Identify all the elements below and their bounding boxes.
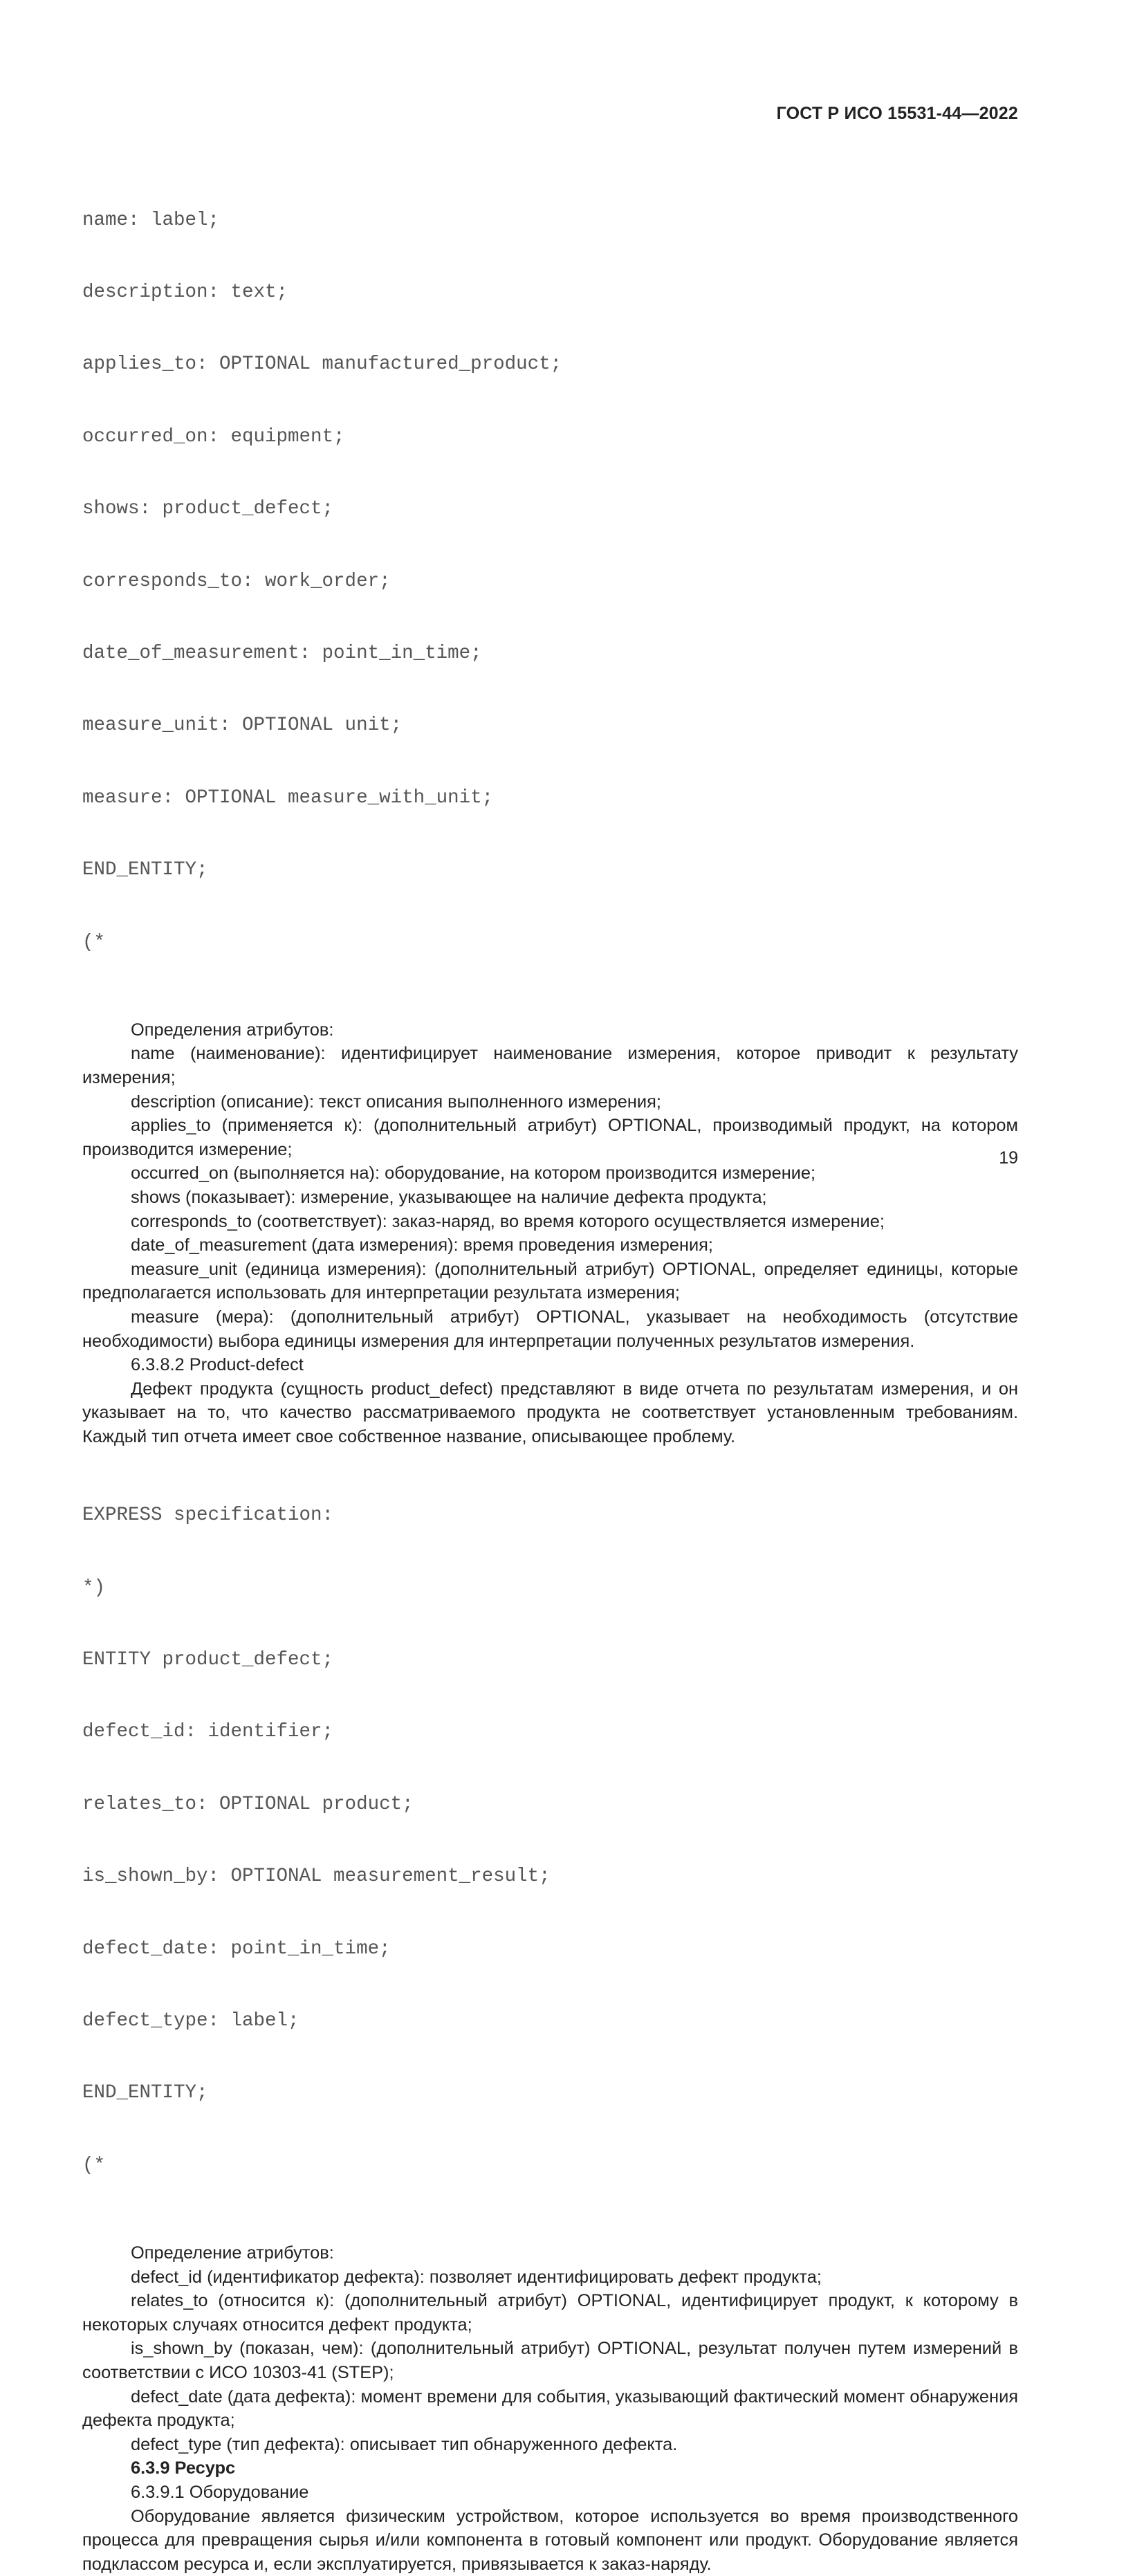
code-line: ENTITY product_defect; <box>82 1648 334 1671</box>
attribute-definition: is_shown_by (показан, чем): (дополнительный атрибут) OPTIONAL, результат получен путем измерений в соответствии с ИСО 10303-41 (STEP); <box>82 2339 1018 2383</box>
paragraph: Оборудование является физическим устройством, которое используется во время производственного процесса для превращения сырья и/или компонента в готовый компонент или продукт. Оборудование является подклассом ресурса и, если эксплуатируется, привязывается к заказ-наряду. <box>82 2506 1018 2574</box>
attribute-definition: name (наименование): идентифицирует наименование измерения, которое приводит к результату измерения; <box>82 1044 1018 1088</box>
attribute-definition: date_of_measurement (дата измерения): время проведения измерения; <box>131 1235 713 1255</box>
attribute-definition: description (описание): текст описания выполненного измерения; <box>131 1092 661 1112</box>
page-number: 19 <box>999 1148 1018 1168</box>
code-line: EXPRESS specification: <box>82 1505 334 1527</box>
code-line: defect_date: point_in_time; <box>82 1938 391 1960</box>
attribute-definition: applies_to (применяется к): (дополнительный атрибут) OPTIONAL, производимый продукт, на котором производится измерение; <box>82 1116 1018 1159</box>
attribute-definition: defect_type (тип дефекта): описывает тип обнаруженного дефекта. <box>131 2434 678 2454</box>
code-line: shows: product_defect; <box>82 498 334 520</box>
attribute-definition: corresponds_to (соответствует): заказ-наряд, во время которого осуществляется измерение; <box>131 1211 885 1231</box>
attribute-definitions-section <box>82 1018 1018 1449</box>
code-line: measure_unit: OPTIONAL unit; <box>82 715 403 737</box>
attribute-definitions-section <box>82 2241 1018 2576</box>
subsection-heading: 6.3.8.2 Product-defect <box>131 1355 304 1375</box>
code-line: date_of_measurement: point_in_time; <box>82 642 482 664</box>
code-line: name: label; <box>82 209 220 231</box>
code-line: defect_id: identifier; <box>82 1721 334 1743</box>
document-header: ГОСТ Р ИСО 15531-44—2022 <box>776 104 1018 123</box>
code-line: occurred_on: equipment; <box>82 425 345 448</box>
attribute-definition: defect_date (дата дефекта): момент времени для события, указывающий фактический момент обнаружения дефекта продукта; <box>82 2386 1019 2431</box>
code-line: END_ENTITY; <box>82 859 208 881</box>
attribute-definition: measure_unit (единица измерения): (дополнительный атрибут) OPTIONAL, определяет единицы, которые предполагается использовать для интерпретации результата измерения; <box>82 1259 1018 1303</box>
code-line: (* <box>82 2154 106 2176</box>
code-line: (* <box>82 931 106 953</box>
section-heading: 6.3.9 Ресурс <box>131 2458 236 2478</box>
code-line: relates_to: OPTIONAL product; <box>82 1793 414 1815</box>
section-intro: Определение атрибутов: <box>131 2243 334 2263</box>
code-line: END_ENTITY; <box>82 2082 208 2104</box>
code-line: measure: OPTIONAL measure_with_unit; <box>82 786 494 809</box>
paragraph: Дефект продукта (сущность product_defect) представляют в виде отчета по результатам измерения, и он указывает на то, что качество рассматриваемого продукта не соответствует установленным требованиям. Каждый тип отчета имеет свое собственное название, описывающее проблему. <box>82 1379 1018 1446</box>
attribute-definition: relates_to (относится к): (дополнительный атрибут) OPTIONAL, идентифицирует продукт, к которому в некоторых случаях относится дефект продукта; <box>82 2291 1018 2335</box>
subsection-heading: 6.3.9.1 Оборудование <box>131 2483 309 2503</box>
code-line: corresponds_to: work_order; <box>82 570 391 592</box>
attribute-definition: measure (мера): (дополнительный атрибут) OPTIONAL, указывает на необходимость (отсутствие необходимости) выбора единицы измерения для интерпретации полученных результатов измерения. <box>82 1307 1018 1351</box>
attribute-definition: defect_id (идентификатор дефекта): позволяет идентифицировать дефект продукта; <box>131 2267 822 2287</box>
attribute-definition: shows (показывает): измерение, указывающее на наличие дефекта продукта; <box>131 1188 767 1208</box>
code-line: is_shown_by: OPTIONAL measurement_result; <box>82 1866 551 1888</box>
page-content <box>82 160 1018 2576</box>
code-line: defect_type: label; <box>82 2009 299 2032</box>
section-intro: Определения атрибутов: <box>131 1020 334 1040</box>
attribute-definition: occurred_on (выполняется на): оборудование, на котором производится измерение; <box>131 1163 816 1184</box>
code-line: description: text; <box>82 281 288 303</box>
express-code-block <box>82 160 1018 1003</box>
code-line: *) <box>82 1576 106 1599</box>
express-code-block <box>82 1456 1018 2227</box>
code-line: applies_to: OPTIONAL manufactured_product; <box>82 353 562 376</box>
